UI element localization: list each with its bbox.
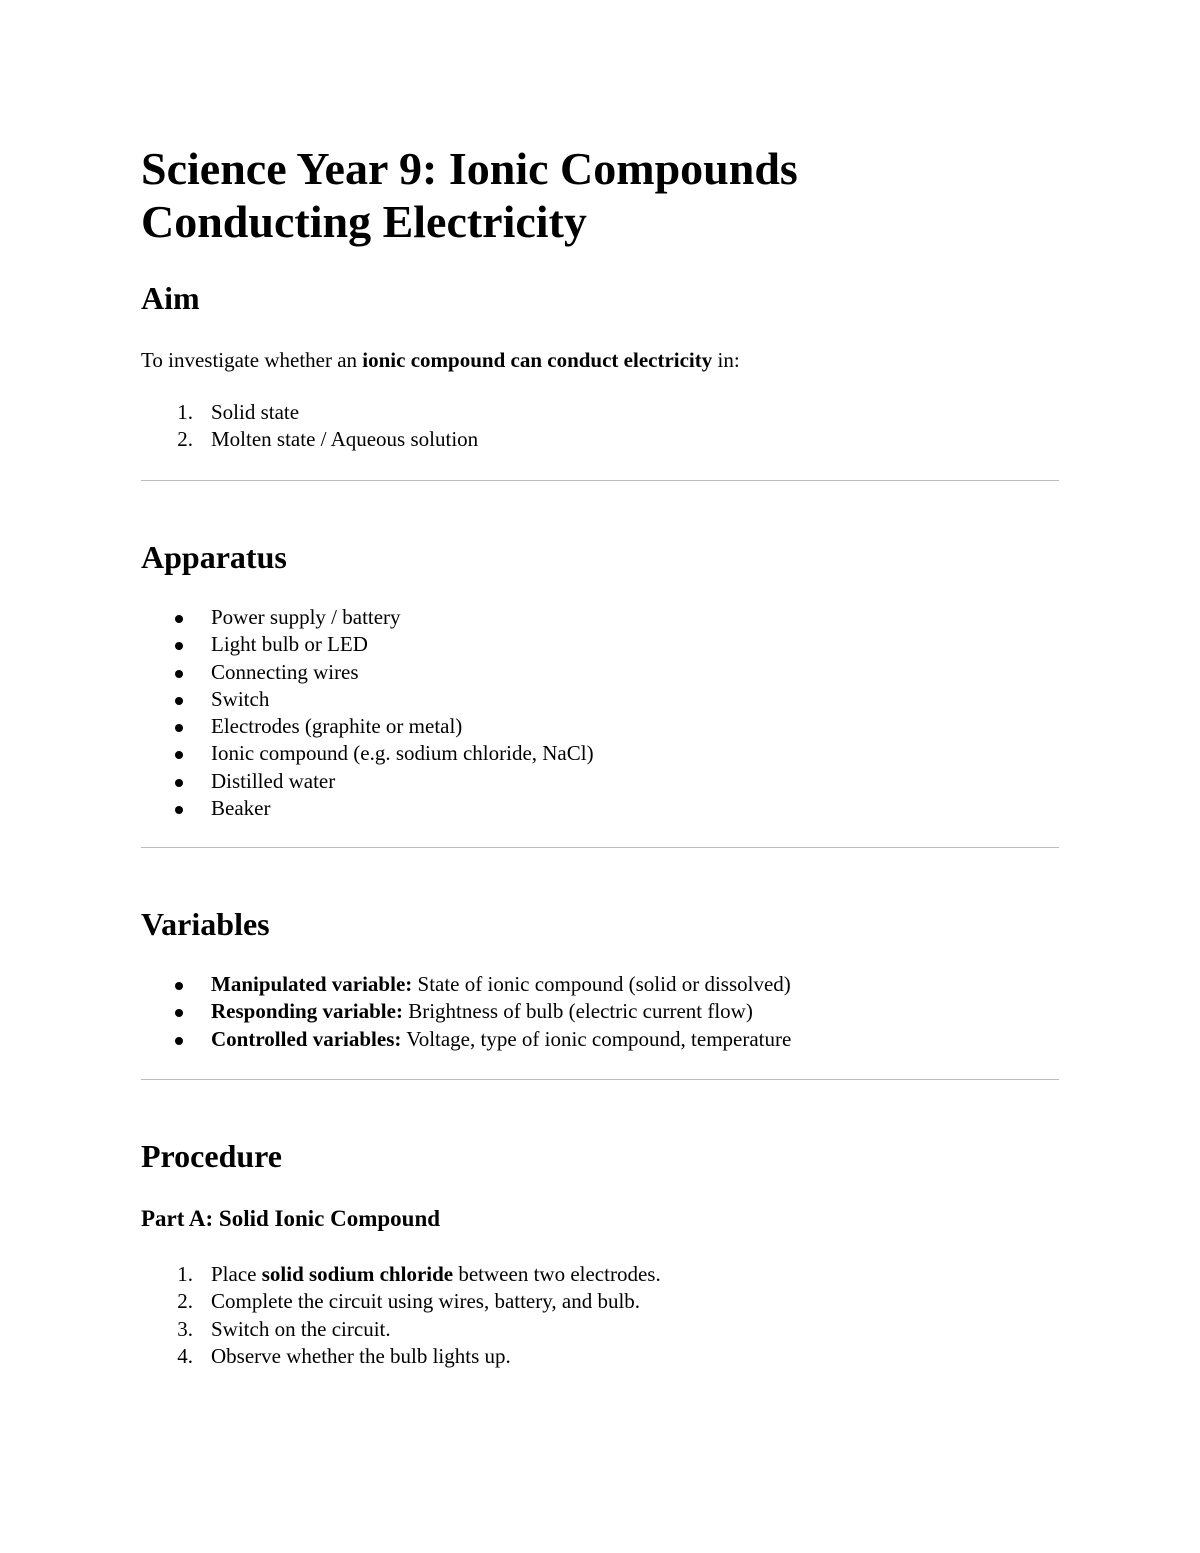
bullet-icon [175, 670, 183, 678]
apparatus-item-text: Distilled water [211, 768, 336, 793]
list-number: 1. [177, 1262, 193, 1286]
apparatus-item-text: Connecting wires [211, 659, 359, 684]
section-divider [141, 480, 1059, 481]
aim-intro-bold: ionic compound can conduct electricity [362, 348, 713, 372]
step-text-before: Observe whether the bulb lights up. [211, 1343, 511, 1368]
bullet-icon [175, 1037, 183, 1045]
step-text-before: Place [211, 1262, 262, 1286]
aim-list-item [141, 399, 478, 426]
variable-item [141, 998, 791, 1025]
step-text-before: Switch on the circuit. [211, 1316, 391, 1341]
step-text-before: Complete the circuit using wires, battery, and bulb. [211, 1289, 641, 1314]
variable-text: Brightness of bulb (electric current flow) [402, 999, 753, 1024]
aim-intro-after: in: [712, 348, 740, 372]
apparatus-item [141, 795, 594, 822]
list-number: 2. [177, 1289, 193, 1314]
aim-intro-before: To investigate whether an [141, 348, 363, 372]
variable-text: Voltage, type of ionic compound, temperature [401, 1026, 792, 1051]
section-divider [141, 1079, 1059, 1080]
aim-intro [141, 346, 740, 374]
list-number: 4. [177, 1343, 193, 1368]
apparatus-item-text: Beaker [211, 796, 271, 821]
part-a-heading: Part A: Solid Ionic Compound [141, 1206, 441, 1231]
bullet-icon [175, 642, 183, 650]
apparatus-item-text: Electrodes (graphite or metal) [211, 714, 463, 739]
apparatus-item-text: Power supply / battery [211, 605, 401, 629]
bullet-icon [175, 1009, 183, 1017]
variables-heading: Variables [141, 906, 270, 942]
variable-label: Manipulated variable: [211, 972, 413, 996]
bullet-icon [175, 982, 183, 990]
apparatus-item [141, 631, 594, 658]
step-text-after: between two electrodes. [453, 1262, 661, 1286]
procedure-step [141, 1261, 661, 1288]
apparatus-item-text: Light bulb or LED [211, 632, 368, 657]
aim-heading: Aim [141, 280, 200, 316]
list-number: 2. [177, 427, 193, 452]
apparatus-heading: Apparatus [141, 539, 287, 575]
apparatus-item [141, 740, 594, 767]
page-title [141, 142, 1041, 248]
apparatus-item [141, 768, 594, 795]
apparatus-item [141, 659, 594, 686]
variable-text: State of ionic compound (solid or dissolved) [412, 972, 791, 996]
variable-item [141, 971, 791, 998]
list-number: 3. [177, 1316, 193, 1341]
procedure-step [141, 1343, 661, 1370]
apparatus-item [141, 713, 594, 740]
procedure-step [141, 1316, 661, 1343]
title-line-1: Science Year 9: Ionic Compounds [141, 143, 798, 194]
bullet-icon [175, 751, 183, 759]
apparatus-item-text: Switch [211, 686, 270, 711]
aim-list-item [141, 426, 478, 453]
title-line-2: Conducting Electricity [141, 196, 587, 247]
apparatus-item-text: Ionic compound (e.g. sodium chloride, NaCl) [211, 741, 594, 766]
bullet-icon [175, 615, 183, 623]
bullet-icon [175, 724, 183, 732]
apparatus-item [141, 604, 594, 631]
bullet-icon [175, 806, 183, 814]
section-divider [141, 847, 1059, 848]
apparatus-item [141, 686, 594, 713]
bullet-icon [175, 697, 183, 705]
step-text-bold: solid sodium chloride [261, 1262, 454, 1286]
variable-label: Responding variable: [211, 999, 403, 1024]
bullet-icon [175, 779, 183, 787]
variables-list [141, 971, 791, 1053]
list-number: 1. [177, 400, 193, 424]
aim-item-text: Solid state [211, 400, 300, 424]
variable-item [141, 1026, 791, 1053]
procedure-step [141, 1288, 661, 1315]
aim-item-text: Molten state / Aqueous solution [211, 427, 479, 452]
procedure-steps [141, 1261, 661, 1370]
apparatus-list [141, 604, 594, 822]
procedure-heading: Procedure [141, 1138, 282, 1174]
variable-label: Controlled variables: [211, 1026, 402, 1051]
aim-list [141, 399, 478, 454]
